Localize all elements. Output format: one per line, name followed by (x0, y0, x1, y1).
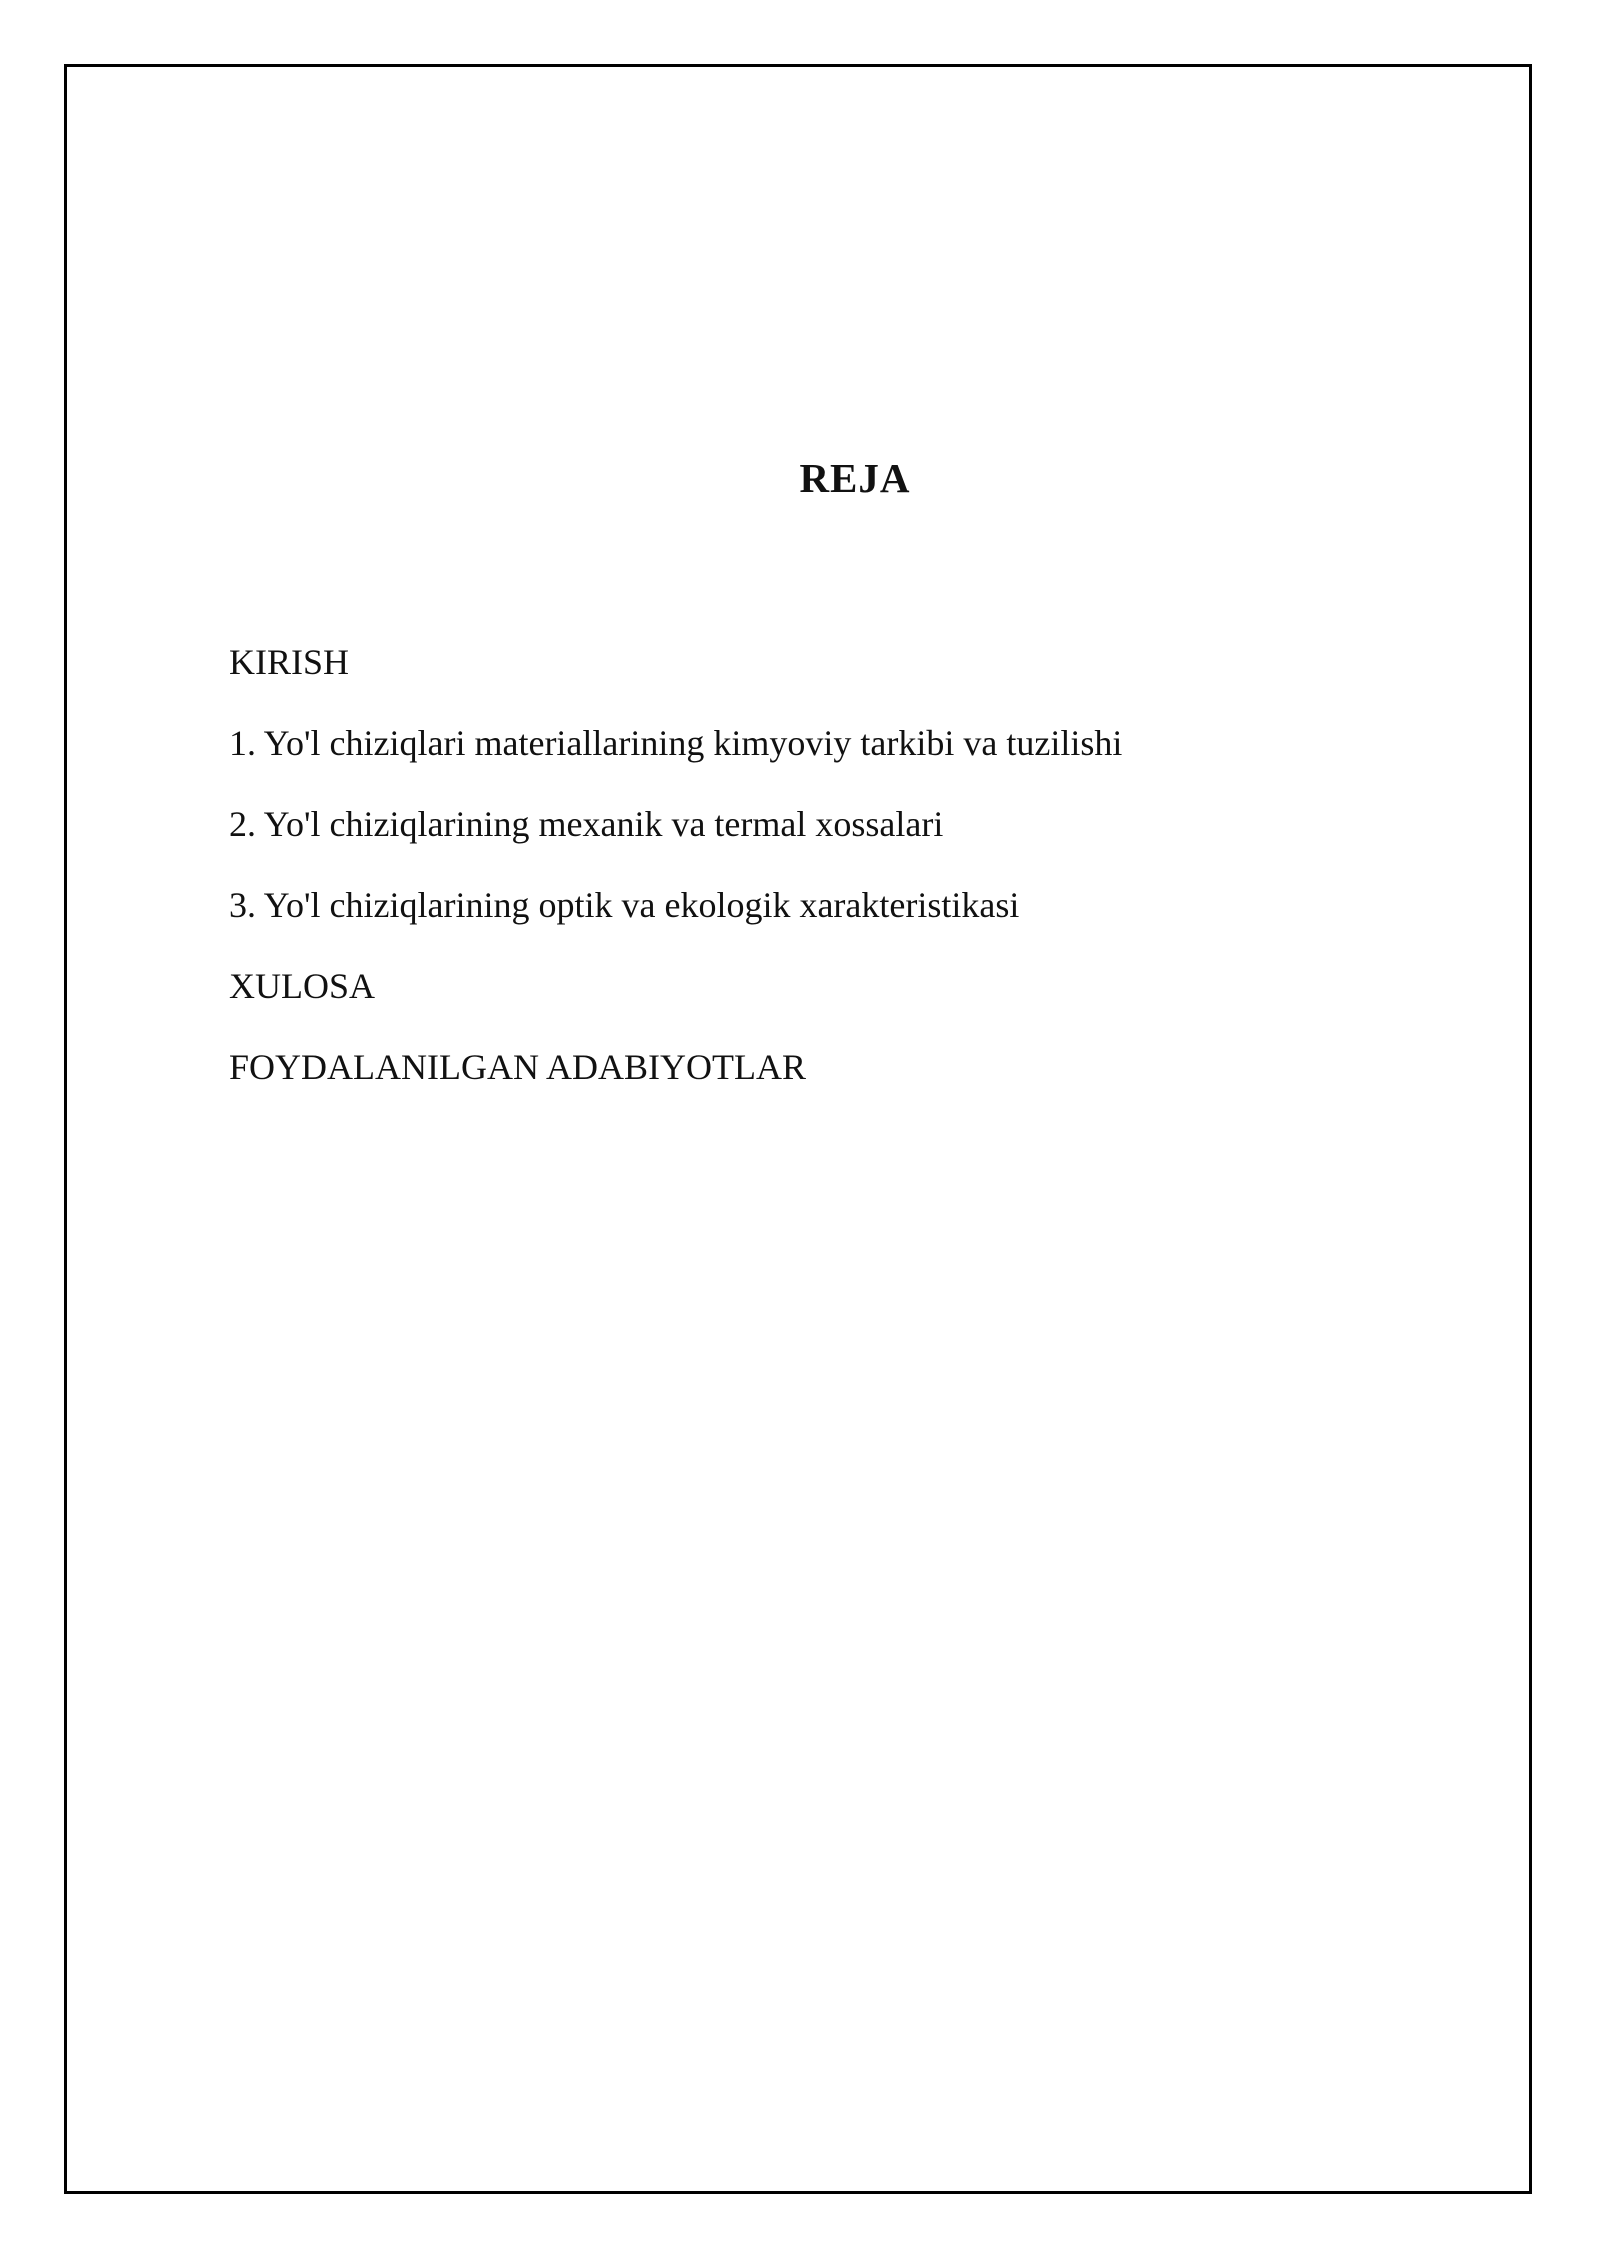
plan-item-conclusion: XULOSA (229, 966, 376, 1006)
plan-list (229, 644, 1122, 1130)
plan-item-introduction: KIRISH (229, 642, 350, 682)
document-title: REJA (799, 455, 911, 501)
plan-item-chapter-2: 2. Yo'l chiziqlarining mexanik va termal xossalari (229, 804, 944, 844)
plan-item-chapter-3: 3. Yo'l chiziqlarining optik va ekologik xarakteristikasi (229, 885, 1020, 925)
plan-item-chapter-1: 1. Yo'l chiziqlari materiallarining kimyoviy tarkibi va tuzilishi (229, 723, 1123, 763)
plan-item-references: FOYDALANILGAN ADABIYOTLAR (229, 1047, 806, 1087)
